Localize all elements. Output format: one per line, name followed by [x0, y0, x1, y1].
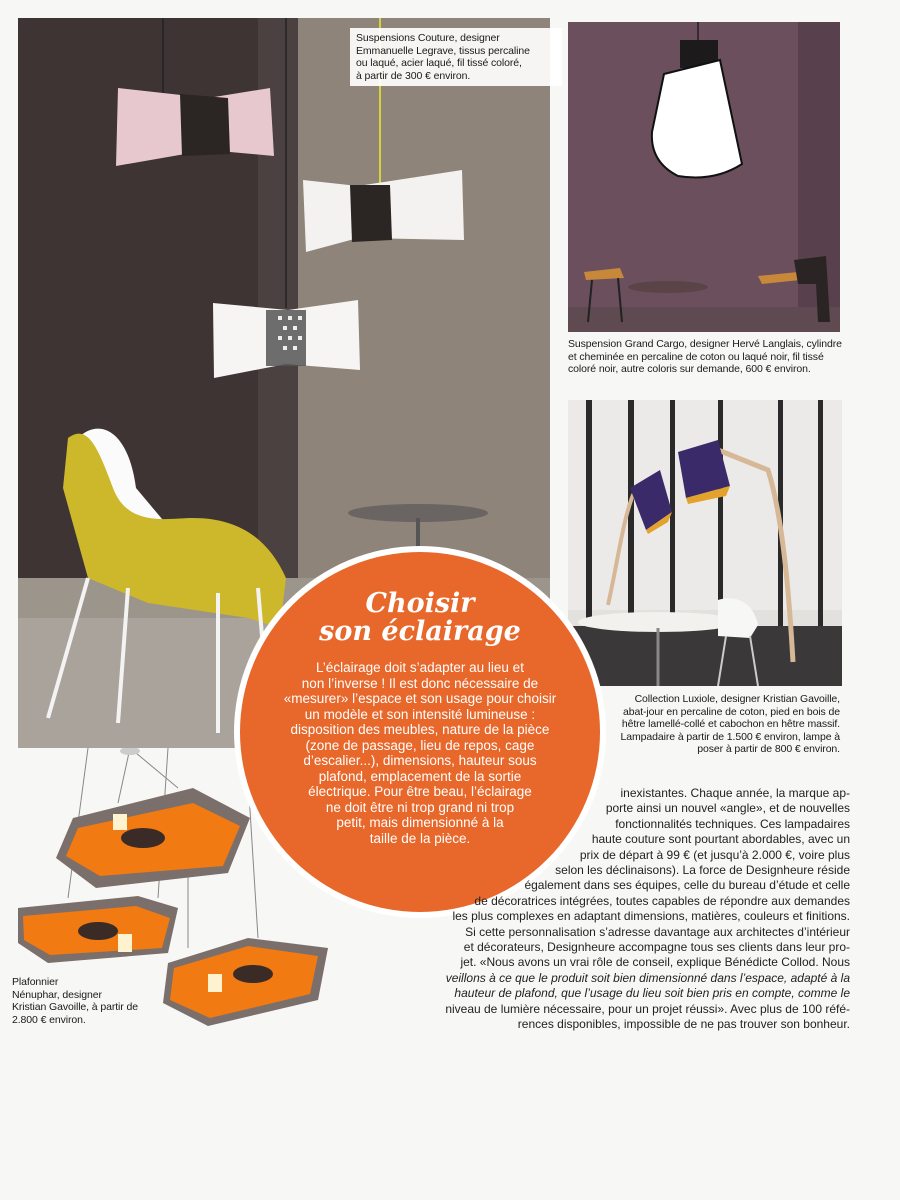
- caption-line: à partir de 300 € environ.: [356, 69, 471, 82]
- body-line: veillons à ce que le produit soit bien dimensionné dans l’espace, adapté à la: [445, 970, 850, 985]
- body-line: et décorateurs, Designheure accompagne tous ses clients dans leur pro-: [463, 940, 850, 954]
- body-line: rences disponibles, impossible de ne pas trouver son bonheur.: [517, 1017, 850, 1031]
- body-line: fonctionnalités techniques. Ces lampadaires: [615, 816, 850, 831]
- caption-line: ou laqué, acier laqué, fil tissé coloré,: [356, 57, 522, 69]
- caption-nenuphar: [12, 976, 172, 1026]
- body-line: les plus complexes en adaptant dimensions, matières, couleurs et finitions.: [452, 909, 850, 924]
- caption-line: Suspensions Couture, designer: [356, 32, 500, 44]
- caption-line: Lampadaire à partir de 1.500 € environ, lampe à: [620, 730, 840, 743]
- body-line: haute couture sont pourtant abordables, avec un: [591, 832, 850, 847]
- feature-line: taille de la pièce.: [369, 830, 471, 846]
- caption-line: et cheminée en percaline de coton ou laqué noir, fil tissé: [568, 350, 824, 363]
- caption-line: Kristian Gavoille, à partir de: [12, 1001, 138, 1013]
- feature-line: un modèle et son intensité lumineuse :: [304, 706, 536, 722]
- caption-line: Nénuphar, designer: [12, 988, 102, 1001]
- photo-grand-cargo: [568, 22, 840, 332]
- caption-line: coloré noir, autre coloris sur demande, 600 € environ.: [568, 363, 811, 375]
- caption-line: abat-jour en percaline de coton, pied en bois de: [622, 705, 840, 718]
- feature-line: d’escalier...), dimensions, hauteur sous: [303, 753, 537, 768]
- feature-line: disposition des meubles, nature de la pièce: [290, 722, 550, 737]
- caption-line: Emmanuelle Legrave, tissus percaline: [356, 44, 530, 57]
- feature-line: L’éclairage doit s’adapter au lieu et: [316, 660, 524, 675]
- caption-line: hêtre lamellé-collé et cabochon en hêtre massif.: [621, 718, 840, 730]
- feature-text: [240, 660, 600, 846]
- caption-line: Suspension Grand Cargo, designer Hervé Langlais, cylindre: [568, 338, 842, 350]
- caption-luxiole: [600, 693, 840, 756]
- feature-line: non l’inverse ! Il est donc nécessaire de: [301, 675, 539, 691]
- feature-line: «mesurer» l’espace et son usage pour choisir: [283, 691, 557, 706]
- body-line: également dans ses équipes, celle du bureau d’étude et celle: [524, 878, 850, 893]
- caption-line: poser à partir de 800 € environ.: [697, 743, 840, 755]
- caption-grand-cargo: [568, 338, 848, 376]
- caption-couture: [350, 28, 562, 86]
- body-line: niveau de lumière nécessaire, pour un projet réussi». Avec plus de 100 réfé-: [445, 1001, 850, 1016]
- feature-line: électrique. Pour être beau, l’éclairage: [308, 784, 532, 799]
- feature-line: petit, mais dimensionné à la: [336, 815, 504, 830]
- body-line: selon les déclinaisons). La force de Designheure réside: [555, 863, 850, 877]
- feature-circle: [240, 552, 600, 912]
- feature-line: plafond, emplacement de la sortie: [318, 768, 522, 784]
- body-line: jet. «Nous avons un vrai rôle de conseil, explique Bénédicte Collod. Nous: [460, 955, 850, 970]
- feature-line: (zone de passage, lieu de repos, cage: [305, 737, 535, 753]
- body-line: prix de départ à 99 € (et jusqu’à 2.000 €, voire plus: [579, 847, 850, 862]
- caption-line: 2.800 € environ.: [12, 1013, 86, 1026]
- feature-title: Choisir: [365, 588, 475, 619]
- feature-title: son éclairage: [319, 616, 521, 647]
- body-line: porte ainsi un nouvel «angle», et de nouvelles: [605, 801, 850, 816]
- caption-line: Collection Luxiole, designer Kristian Gavoille,: [634, 693, 840, 705]
- body-line: de décoratrices intégrées, toutes capables de répondre aux demandes: [474, 893, 850, 908]
- photo-luxiole: [568, 400, 842, 686]
- caption-line: Plafonnier: [12, 976, 59, 988]
- body-line: inexistantes. Chaque année, la marque ap-: [620, 786, 850, 800]
- body-line: Si cette personnalisation s’adresse davantage aux architectes d’intérieur: [465, 924, 850, 939]
- feature-line: ne doit être ni trop grand ni trop: [325, 799, 515, 815]
- body-line: hauteur de plafond, que l’usage du lieu soit bien pris en compte, comme le: [454, 986, 850, 1001]
